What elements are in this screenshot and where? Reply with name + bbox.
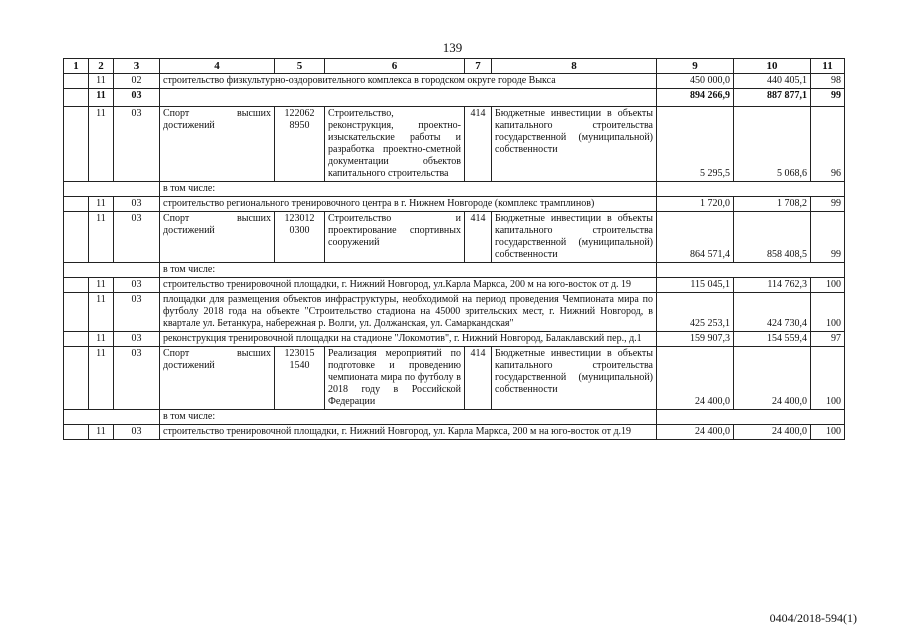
actual-amount: 440 405,1 bbox=[734, 74, 811, 89]
table-row bbox=[64, 107, 845, 182]
table-row bbox=[64, 74, 845, 89]
empty-cell bbox=[64, 197, 89, 212]
actual-amount: 887 877,1 bbox=[734, 89, 811, 107]
empty-cell bbox=[64, 332, 89, 347]
actual-amount: 5 068,6 bbox=[734, 107, 811, 182]
expense-type-code: 414 bbox=[465, 212, 492, 263]
article-name: Строительство и проектирование спортивных сооружений bbox=[325, 212, 465, 263]
document-code: 0404/2018-594(1) bbox=[769, 611, 857, 625]
empty-cell bbox=[64, 263, 160, 278]
empty-cell bbox=[64, 347, 89, 410]
subsection-code: 03 bbox=[114, 347, 160, 410]
planned-amount: 450 000,0 bbox=[657, 74, 734, 89]
actual-amount: 114 762,3 bbox=[734, 278, 811, 293]
column-header: 9 bbox=[657, 59, 734, 74]
percent-executed: 99 bbox=[811, 212, 845, 263]
subsection-name: Спорт высших достижений bbox=[160, 107, 275, 182]
empty-cell bbox=[657, 182, 845, 197]
empty-cell bbox=[64, 182, 160, 197]
subsection-code: 02 bbox=[114, 74, 160, 89]
section-code: 11 bbox=[89, 332, 114, 347]
section-code: 11 bbox=[89, 89, 114, 107]
column-header: 7 bbox=[465, 59, 492, 74]
column-header: 8 bbox=[492, 59, 657, 74]
actual-amount: 1 708,2 bbox=[734, 197, 811, 212]
object-description: площадки для размещения объектов инфраструктуры, необходимой на период проведения Чемпионата мира по футболу 2018 года на объекте "Строительство стадиона на 45000 зрительских мест, г. Нижний Новгород, в квартале ул. Бетанкура, набережная р. Волги, ул. Должанская, ул. Самаркандская" bbox=[160, 293, 657, 332]
empty-cell bbox=[657, 263, 845, 278]
subsection-name: Спорт высших достижений bbox=[160, 212, 275, 263]
article-name: Строительство, реконструкция, проектно-изыскательские работы и разработка проектно-сметной документации объектов капитального строительства bbox=[325, 107, 465, 182]
section-code: 11 bbox=[89, 293, 114, 332]
column-header: 4 bbox=[160, 59, 275, 74]
empty-cell bbox=[64, 74, 89, 89]
subsection-code: 03 bbox=[114, 332, 160, 347]
empty-cell bbox=[64, 410, 160, 425]
subtotal-label: в том числе: bbox=[160, 410, 657, 425]
table-row bbox=[64, 212, 845, 263]
subtotal-label: в том числе: bbox=[160, 263, 657, 278]
table-row bbox=[64, 182, 845, 197]
target-article-code: 122062 8950 bbox=[275, 107, 325, 182]
planned-amount: 24 400,0 bbox=[657, 425, 734, 440]
object-description: строительство тренировочной площадки, г. Нижний Новгород, ул.Карла Маркса, 200 м на юго-восток от д. 19 bbox=[160, 278, 657, 293]
column-header: 5 bbox=[275, 59, 325, 74]
subsection-code: 03 bbox=[114, 89, 160, 107]
table-row bbox=[64, 197, 845, 212]
table-row bbox=[64, 410, 845, 425]
table-row bbox=[64, 347, 845, 410]
percent-executed: 97 bbox=[811, 332, 845, 347]
expense-type-code: 414 bbox=[465, 347, 492, 410]
actual-amount: 424 730,4 bbox=[734, 293, 811, 332]
percent-executed: 100 bbox=[811, 347, 845, 410]
planned-amount: 1 720,0 bbox=[657, 197, 734, 212]
table-row bbox=[64, 263, 845, 278]
planned-amount: 115 045,1 bbox=[657, 278, 734, 293]
subsection-code: 03 bbox=[114, 197, 160, 212]
percent-executed: 100 bbox=[811, 278, 845, 293]
actual-amount: 154 559,4 bbox=[734, 332, 811, 347]
percent-executed: 99 bbox=[811, 89, 845, 107]
subsection-code: 03 bbox=[114, 425, 160, 440]
actual-amount: 858 408,5 bbox=[734, 212, 811, 263]
target-article-code: 123015 1540 bbox=[275, 347, 325, 410]
budget-table bbox=[63, 58, 845, 440]
planned-amount: 894 266,9 bbox=[657, 89, 734, 107]
object-description: строительство физкультурно-оздоровительного комплекса в городском округе городе Выкса bbox=[160, 74, 657, 89]
header-row bbox=[64, 59, 845, 74]
table-row bbox=[64, 89, 845, 107]
target-article-code: 123012 0300 bbox=[275, 212, 325, 263]
expense-type-code: 414 bbox=[465, 107, 492, 182]
section-code: 11 bbox=[89, 74, 114, 89]
object-description: строительство регионального тренировочного центра в г. Нижнем Новгороде (комплекс трамплинов) bbox=[160, 197, 657, 212]
empty-cell bbox=[64, 293, 89, 332]
empty-cell bbox=[657, 410, 845, 425]
table-row bbox=[64, 278, 845, 293]
section-code: 11 bbox=[89, 107, 114, 182]
empty-cell bbox=[64, 212, 89, 263]
column-header: 6 bbox=[325, 59, 465, 74]
planned-amount: 159 907,3 bbox=[657, 332, 734, 347]
section-code: 11 bbox=[89, 278, 114, 293]
section-code: 11 bbox=[89, 197, 114, 212]
column-header: 10 bbox=[734, 59, 811, 74]
planned-amount: 864 571,4 bbox=[657, 212, 734, 263]
subsection-code: 03 bbox=[114, 278, 160, 293]
page-number: 139 bbox=[442, 40, 463, 55]
column-header: 1 bbox=[64, 59, 89, 74]
section-code: 11 bbox=[89, 425, 114, 440]
percent-executed: 98 bbox=[811, 74, 845, 89]
actual-amount: 24 400,0 bbox=[734, 425, 811, 440]
column-header: 11 bbox=[811, 59, 845, 74]
table-row bbox=[64, 293, 845, 332]
percent-executed: 96 bbox=[811, 107, 845, 182]
planned-amount: 24 400,0 bbox=[657, 347, 734, 410]
planned-amount: 5 295,5 bbox=[657, 107, 734, 182]
object-description: строительство тренировочной площадки, г. Нижний Новгород, ул. Карла Маркса, 200 м на юго-восток от д.19 bbox=[160, 425, 657, 440]
empty-cell bbox=[64, 278, 89, 293]
column-header: 3 bbox=[114, 59, 160, 74]
column-header: 2 bbox=[89, 59, 114, 74]
subsection-name: Спорт высших достижений bbox=[160, 347, 275, 410]
table-row bbox=[64, 425, 845, 440]
article-name: Реализация мероприятий по подготовке и проведению чемпионата мира по футболу в 2018 году в Российской Федерации bbox=[325, 347, 465, 410]
planned-amount: 425 253,1 bbox=[657, 293, 734, 332]
subtotal-label: в том числе: bbox=[160, 182, 657, 197]
empty-cell bbox=[64, 89, 89, 107]
expense-type-name: Бюджетные инвестиции в объекты капитального строительства государственной (муниципальной) собственности bbox=[492, 107, 657, 182]
section-code: 11 bbox=[89, 212, 114, 263]
object-description: реконструкция тренировочной площадки на стадионе "Локомотив", г. Нижний Новгород, Балаклавский пер., д.1 bbox=[160, 332, 657, 347]
subsection-code: 03 bbox=[114, 212, 160, 263]
percent-executed: 100 bbox=[811, 293, 845, 332]
actual-amount: 24 400,0 bbox=[734, 347, 811, 410]
expense-type-name: Бюджетные инвестиции в объекты капитального строительства государственной (муниципальной) собственности bbox=[492, 212, 657, 263]
subsection-code: 03 bbox=[114, 293, 160, 332]
percent-executed: 100 bbox=[811, 425, 845, 440]
empty-cell bbox=[160, 89, 657, 107]
table-row bbox=[64, 332, 845, 347]
section-code: 11 bbox=[89, 347, 114, 410]
subsection-code: 03 bbox=[114, 107, 160, 182]
empty-cell bbox=[64, 425, 89, 440]
expense-type-name: Бюджетные инвестиции в объекты капитального строительства государственной (муниципальной) собственности bbox=[492, 347, 657, 410]
empty-cell bbox=[64, 107, 89, 182]
percent-executed: 99 bbox=[811, 197, 845, 212]
